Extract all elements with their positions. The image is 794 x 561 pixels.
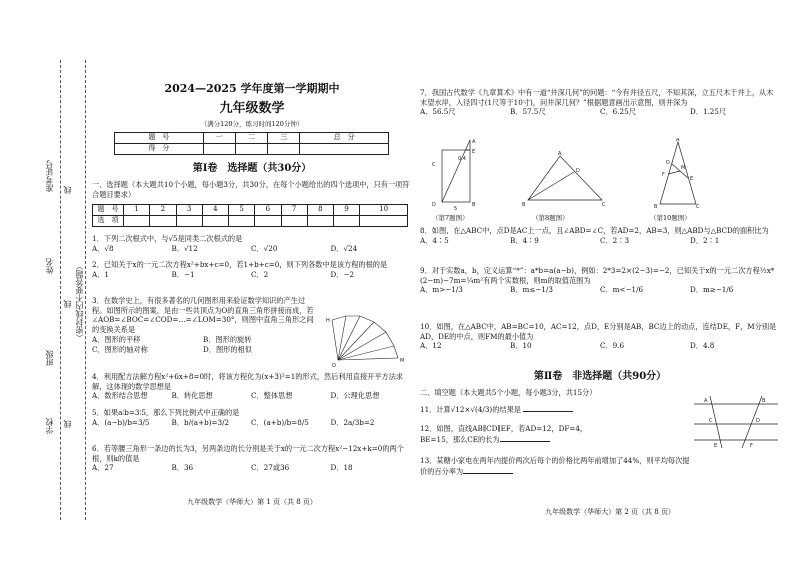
fig3-label-o: O	[332, 363, 336, 369]
q12-answer-blank[interactable]	[500, 434, 550, 442]
fig7-label-c: C	[432, 162, 436, 168]
question-10: 10．如图，在△ABC中，AB=BC=10，AC=12，点D，E分别是AB，BC边上的动点，连结DE，F，M分别是AD，DE的中点，则FM的最小值为 A．12 B．10 C．9.6 D．4.8	[420, 322, 780, 351]
figure-3-spiral	[318, 310, 408, 370]
question-12: 12．如图，直线AB∥CD∥EF，若AD=12，DF=4， BE=15，那么CE的长为	[420, 424, 588, 444]
part2-title: 第Ⅱ卷 非选择题（共90分）	[533, 371, 667, 382]
question-8-options: A．4∶5 B．4∶9 C．2∶3 D．2∶1	[420, 235, 720, 245]
score-table	[114, 132, 389, 155]
subject-title: 九年级数学	[219, 101, 285, 116]
right-column	[420, 0, 780, 561]
question-4: 4．利用配方法解方程x²+6x+8=0时，将该方程化为(x+3)²=1的形式，然后利用直接开平方法求解，这体现的数学思想是 A．数形结合思想 B．转化思想 C．整体思想 D．公理化思想	[92, 372, 410, 401]
figure-10-triangle	[652, 138, 702, 212]
footer-left: 九年级数学（华师大）第 1 页（共 8 页）	[187, 498, 317, 506]
part2-instruction: 二、填空题（本大题共5个小题，每小题3分，共15分）	[420, 388, 597, 397]
question-1-options: A．√8 B．√12 C．√20 D．√24	[92, 243, 358, 253]
fig12-label-e: E	[714, 443, 718, 449]
seal-line-inner	[85, 60, 86, 520]
answer-table	[92, 204, 408, 227]
fig8-label-d: D	[576, 168, 580, 174]
score-table-score-row: 得 分	[115, 144, 389, 155]
part1-instruction: 一、选择题（本大题共10个小题，每小题3分，共30分，在每个小题给出的四个选项中，只有一项符合题目要求）	[92, 180, 410, 199]
seal-char-3: 线	[63, 420, 72, 428]
fig10-label-c: C	[696, 204, 700, 210]
question-6-options: A．27 B．36 C．27或36 D．18	[92, 463, 353, 473]
fig12-label-d: D	[756, 418, 760, 424]
figure-7-well	[430, 138, 490, 212]
fig8-label-a: A	[558, 151, 562, 157]
fig10-label-a: A	[676, 138, 680, 143]
fig7-dim-5: 5	[454, 206, 458, 212]
class-label: 班级	[45, 350, 54, 366]
question-4-options: A．数形结合思想 B．转化思想 C．整体思想 D．公理化思想	[92, 391, 380, 401]
question-9: 9．对于实数a，b，定义运算“*”：a*b=a(a−b)，例如：2*3=2×(2−3)=−2，已知关于x的一元二次方程½x*(2−m)−7m=¼m²有两个实数根，则m的取值范围为 A．m>−1/3 B．m≤−1/3 C．m<−1/6 D．m≥−1/6	[420, 266, 780, 295]
name-label: 姓名	[45, 258, 54, 274]
footer-right: 九年级数学（华师大）第 2 页（共 8 页）	[545, 508, 675, 516]
binding-strip	[0, 0, 95, 561]
question-7: 7．我国古代数学《九章算术》中有一道“井深几何”的问题：“今有井径五尺，不知其深，立五尺木于井上，从木末望水岸，入径四寸(1尺等于10寸)，问井深几何？”根据题意画出示意图，则井深为 A．56.5尺 B．57.5尺 C．6.25尺 D．1.25尺	[420, 88, 780, 117]
question-2-options: A．1 B．−1 C．2 D．−2	[92, 269, 355, 279]
answer-table-option-row: 选 项	[93, 216, 408, 227]
seal-line-outer	[60, 60, 61, 520]
fig7-label-a: A	[472, 139, 476, 145]
figure-8-triangle	[520, 150, 610, 210]
fig3-label-h: H	[326, 318, 330, 324]
seal-char-1: 线	[63, 186, 72, 194]
question-3-options-row2: C．图形的轴对称 D．图形的相似	[92, 344, 252, 354]
fig12-label-f: F	[750, 443, 753, 449]
score-table-header-row: 题 号 一 二 三 总 分	[115, 133, 389, 144]
fig7-label-e: E	[472, 149, 476, 155]
fig7-dim-04: 0.4	[458, 156, 466, 162]
question-1: 1．下列二次根式中，与√5是同类二次根式的是 A．√8 B．√12 C．√20 D．√24	[92, 234, 410, 253]
fig12-label-c: C	[709, 418, 713, 424]
school-label: 学校	[45, 418, 54, 434]
year-title: 2024—2025 学年度第一学期期中	[164, 82, 340, 95]
fig10-caption: （第10题图）	[650, 214, 691, 222]
figure-12-parallel-lines	[692, 392, 780, 452]
fig10-label-m: M	[681, 165, 686, 171]
question-7-options: A．56.5尺 B．57.5尺 C．6.25尺 D．1.25尺	[420, 107, 727, 117]
question-2: 2．已知关于x的一元二次方程x²+bx+c=0，若1+b+c=0，则下列各数中是该方程的根的是 A．1 B．−1 C．2 D．−2	[92, 260, 410, 279]
question-9-options: A．m>−1/3 B．m≤−1/3 C．m<−1/6 D．m≥−1/6	[420, 285, 734, 295]
exam-no-label: 准考证号	[45, 160, 54, 192]
fig8-label-c: C	[602, 202, 606, 208]
fig7-label-d: D	[432, 202, 436, 208]
fig8-caption: （第8题图）	[532, 214, 569, 222]
fig12-label-a: A	[704, 398, 708, 404]
fig10-label-d: D	[666, 160, 670, 166]
fig7-label-b: B	[472, 202, 476, 208]
fig8-label-b: B	[522, 202, 526, 208]
question-3: 3．在数学史上，有很多著名的几何图形用来验证数学知识的产生过程。如图所示的图案，是由一些共顶点为O的直角三角形拼接而成，若∠AOB=∠BOC=∠COD=…=∠LOM=30°，则图中直角三角形之间的变换关系是 A．图形的平移 B．图形的旋转 C．图形的轴对称 D．图形的相似	[92, 296, 314, 354]
question-3-options-row1: A．图形的平移 B．图形的旋转	[92, 334, 252, 344]
fig10-label-f: F	[662, 172, 665, 178]
question-8: 8．如图，在△ABC中，点D是AC上一点，且∠ABD=∠C，若AD=2，AB=3，则△ABD与△BCD的面积比为 A．4∶5 B．4∶9 C．2∶3 D．2∶1	[420, 226, 780, 245]
q13-answer-blank[interactable]	[463, 466, 513, 474]
fig10-label-b: B	[654, 204, 658, 210]
question-11: 11．计算√12×√(4/3)的结果是	[420, 404, 690, 415]
exam-meta: （满分120分，练习时间120分钟）	[200, 120, 304, 128]
fig10-label-e: E	[690, 176, 694, 182]
question-5: 5．如果a∶b=3∶5，那么下列比例式中正确的是 A．(a−b)/b=3/5 B．b/(a+b)=3/2 C．(a+b)/b=8/5 D．2a/3b=2	[92, 408, 410, 427]
question-13: 13．某糖小家电在两年内提价两次后每个的价格比两年前增加了44%，则平均每次提 价的百分率为	[420, 456, 690, 476]
question-10-options: A．12 B．10 C．9.6 D．4.8	[420, 341, 715, 351]
seal-char-2: 线	[63, 300, 72, 308]
fig7-caption: （第7题图）	[432, 214, 469, 222]
left-column	[92, 0, 410, 561]
fig12-label-b: B	[762, 398, 766, 404]
question-6: 6．若等腰三角形一条边的长为3，另两条边的长分别是关于x的一元二次方程x²−12x+k=0的两个根，则k的值是 A．27 B．36 C．27或36 D．18	[92, 444, 410, 473]
seal-notice: （密封线内不要答题）	[75, 262, 84, 342]
answer-table-header-row: 题 号 1 2 3 4 5 6 7 8 9 10	[93, 205, 408, 216]
q11-answer-blank[interactable]	[523, 404, 573, 412]
fig3-label-m: M	[400, 358, 405, 364]
part1-title: 第Ⅰ卷 选择题（共30分）	[192, 163, 312, 174]
question-5-options: A．(a−b)/b=3/5 B．b/(a+b)=3/2 C．(a+b)/b=8/5 D．2a/3b=2	[92, 417, 375, 427]
